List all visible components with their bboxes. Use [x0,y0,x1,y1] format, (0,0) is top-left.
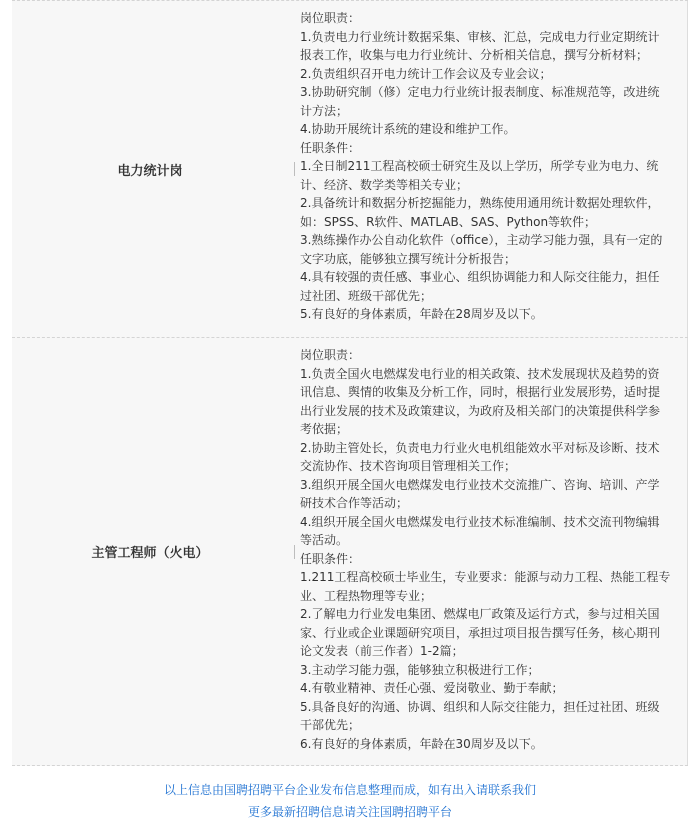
detail-line: 3.熟练操作办公自动化软件（office），主动学习能力强，具有一定的 [300,233,663,247]
cell-divider [294,162,295,176]
detail-line: 岗位职责： [300,11,361,25]
detail-line: 计、经济、数学类等相关专业； [300,177,469,192]
detail-line: 任职条件： [300,140,361,155]
footer-contact-link[interactable]: 以上信息由国聘招聘平台企业发布信息整理而成，如有出入请联系我们 [163,783,536,797]
detail-line: 岗位职责： [300,348,361,362]
detail-line: 1.负责电力行业统计数据采集、审核、汇总，完成电力行业定期统计 [300,29,660,44]
cell-border [687,1,688,337]
positions-table [12,0,688,766]
position-title: 电力统计岗 [117,163,183,179]
detail-line: 6.有良好的身体素质，年龄在30周岁及以下。 [300,736,543,751]
detail-line: 4.组织开展全国火电燃煤发电行业技术标准编制、技术交流刊物编辑 [300,514,660,529]
position-title-cell [12,338,288,765]
detail-line: 2.了解电力行业发电集团、燃煤电厂政策及运行方式，参与过相关国 [300,607,660,621]
position-title: 主管工程师（火电） [91,546,209,561]
detail-line: 如：SPSS、R软件、MATLAB、SAS、Python等软件； [300,214,597,229]
detail-line: 4.具有较强的责任感、事业心、组织协调能力和人际交往能力，担任 [300,270,660,284]
detail-line: 5.有良好的身体素质，年龄在28周岁及以下。 [300,307,543,321]
detail-line: 1.211工程高校硕士毕业生，专业要求：能源与动力工程、热能工程专 [300,570,671,584]
detail-line: 1.全日制211工程高校硕士研究生及以上学历，所学专业为电力、统 [300,159,659,173]
detail-line: 3.协助研究制（修）定电力行业统计报表制度、标准规范等，改进统 [300,85,660,99]
detail-line: 报表工作，收集与电力行业统计、分析相关信息，撰写分析材料； [300,48,649,62]
position-row-statistics [12,0,688,338]
detail-line: 2.协助主管处长，负责电力行业火电机组能效水平对标及诊断、技术 [300,440,660,455]
detail-line: 任职条件： [300,551,361,566]
detail-line: 交流协作、技术咨询项目管理相关工作； [300,459,517,473]
detail-line: 5.具备良好的沟通、协调、组织和人际交往能力，担任过社团、班级 [300,699,660,714]
detail-line: 讯信息、舆情的收集及分析工作，同时，根据行业发展形势，适时提 [300,385,661,399]
position-title-cell [12,1,288,337]
detail-line: 文字功底，能够独立撰写统计分析报告； [300,251,517,266]
detail-line: 计方法； [300,103,349,118]
footer-follow-link[interactable]: 更多最新招聘信息请关注国聘招聘平台 [247,805,452,819]
detail-line: 业、工程热物理等专业； [300,588,433,603]
detail-line: 过社团、班级干部优先； [300,288,433,303]
detail-line: 2.负责组织召开电力统计工作会议及专业会议； [300,66,552,81]
detail-line: 出行业发展的技术及政策建议，为政府及相关部门的决策提供科学参 [300,403,661,418]
detail-line: 4.有敬业精神、责任心强、爱岗敬业、勤于奉献； [300,681,564,695]
cell-divider [294,545,295,559]
detail-line: 等活动。 [300,533,349,547]
detail-line: 家、行业或企业课题研究项目，承担过项目报告撰写任务，核心期刊 [300,625,661,640]
detail-line: 2.具备统计和数据分析挖掘能力，熟练使用通用统计数据处理软件， [300,196,660,210]
detail-line: 考依据； [300,422,349,436]
cell-border [687,338,688,765]
detail-line: 3.主动学习能力强，能够独立积极进行工作； [300,662,540,677]
detail-line: 4.协助开展统计系统的建设和维护工作。 [300,122,516,136]
position-row-engineer [12,338,688,766]
detail-line: 论文发表（前三作者）1-2篇； [300,644,464,658]
position-details [300,9,688,324]
position-details [300,346,688,753]
detail-line: 研技术合作等活动； [300,496,409,510]
detail-line: 干部优先； [300,718,361,732]
detail-line: 3.组织开展全国火电燃煤发电行业技术交流推广、咨询、培训、产学 [300,477,660,492]
detail-line: 1.负责全国火电燃煤发电行业的相关政策、技术发展现状及趋势的资 [300,366,660,381]
